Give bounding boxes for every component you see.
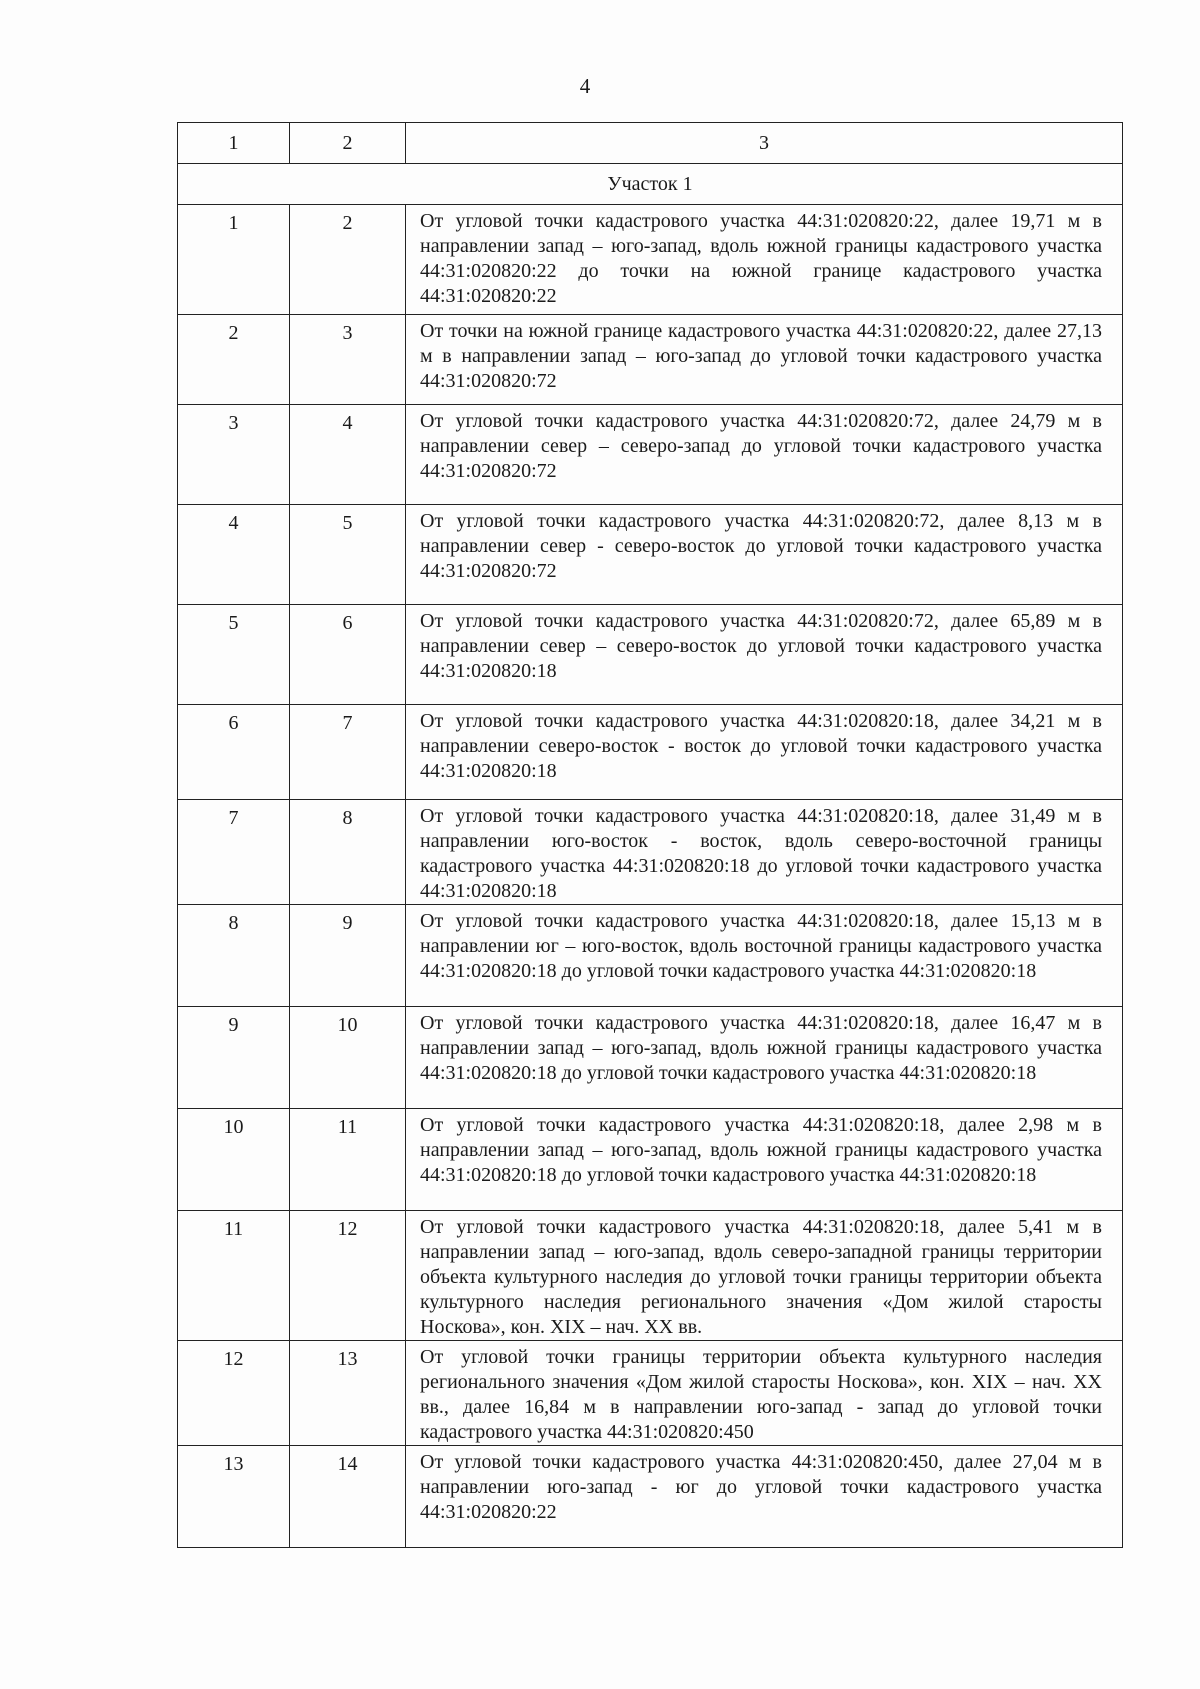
segment-description: От угловой точки кадастрового участка 44:31:020820:72, далее 8,13 м в направлении север - северо-восток до угловой точки кадастрового участка 44:31:020820:72 xyxy=(406,505,1123,605)
point-to: 4 xyxy=(290,405,406,505)
segment-description: От точки на южной границе кадастрового участка 44:31:020820:22, далее 27,13 м в направлении запад – юго-запад до угловой точки кадастрового участка 44:31:020820:72 xyxy=(406,315,1123,405)
table-row xyxy=(178,705,1123,800)
point-to: 14 xyxy=(290,1446,406,1548)
column-header-1: 1 xyxy=(178,123,290,164)
point-from: 9 xyxy=(178,1007,290,1109)
boundary-table xyxy=(177,122,1123,1548)
table-row xyxy=(178,800,1123,905)
point-from: 3 xyxy=(178,405,290,505)
point-from: 7 xyxy=(178,800,290,905)
table-header-row xyxy=(178,123,1123,164)
segment-description: От угловой точки кадастрового участка 44:31:020820:18, далее 31,49 м в направлении юго-восток - восток, вдоль северо-восточной границы кадастрового участка 44:31:020820:18 до угловой точки кадастрового участка 44:31:020820:18 xyxy=(406,800,1123,905)
table-row xyxy=(178,905,1123,1007)
segment-description: От угловой точки кадастрового участка 44:31:020820:22, далее 19,71 м в направлении запад – юго-запад, вдоль южной границы кадастрового участка 44:31:020820:22 до точки на южной границе кадастрового участка 44:31:020820:22 xyxy=(406,205,1123,315)
section-row xyxy=(178,164,1123,205)
point-from: 11 xyxy=(178,1211,290,1341)
segment-description: От угловой точки кадастрового участка 44:31:020820:18, далее 5,41 м в направлении запад – юго-запад, вдоль северо-западной границы территории объекта культурного наследия до угловой точки границы территории объекта культурного наследия регионального значения «Дом жилой старосты Носкова», кон. XIX – нач. XX вв. xyxy=(406,1211,1123,1341)
point-to: 12 xyxy=(290,1211,406,1341)
segment-description: От угловой точки кадастрового участка 44:31:020820:18, далее 16,47 м в направлении запад – юго-запад, вдоль южной границы кадастрового участка 44:31:020820:18 до угловой точки кадастрового участка 44:31:020820:18 xyxy=(406,1007,1123,1109)
segment-description: От угловой точки кадастрового участка 44:31:020820:72, далее 24,79 м в направлении север – северо-запад до угловой точки кадастрового участка 44:31:020820:72 xyxy=(406,405,1123,505)
table-row xyxy=(178,1109,1123,1211)
segment-description: От угловой точки кадастрового участка 44:31:020820:18, далее 15,13 м в направлении юг – юго-восток, вдоль восточной границы кадастрового участка 44:31:020820:18 до угловой точки кадастрового участка 44:31:020820:18 xyxy=(406,905,1123,1007)
table-row xyxy=(178,315,1123,405)
table-row xyxy=(178,1341,1123,1446)
segment-description: От угловой точки кадастрового участка 44:31:020820:72, далее 65,89 м в направлении север – северо-восток до угловой точки кадастрового участка 44:31:020820:18 xyxy=(406,605,1123,705)
point-from: 4 xyxy=(178,505,290,605)
table-row xyxy=(178,505,1123,605)
point-from: 13 xyxy=(178,1446,290,1548)
point-from: 12 xyxy=(178,1341,290,1446)
point-from: 5 xyxy=(178,605,290,705)
section-title: Участок 1 xyxy=(178,164,1123,205)
point-from: 2 xyxy=(178,315,290,405)
point-to: 5 xyxy=(290,505,406,605)
table-row xyxy=(178,1211,1123,1341)
table-row xyxy=(178,605,1123,705)
point-from: 1 xyxy=(178,205,290,315)
point-to: 11 xyxy=(290,1109,406,1211)
page-number: 4 xyxy=(579,74,591,98)
point-to: 13 xyxy=(290,1341,406,1446)
point-to: 7 xyxy=(290,705,406,800)
segment-description: От угловой точки кадастрового участка 44:31:020820:18, далее 2,98 м в направлении запад – юго-запад, вдоль южной границы кадастрового участка 44:31:020820:18 до угловой точки кадастрового участка 44:31:020820:18 xyxy=(406,1109,1123,1211)
column-header-2: 2 xyxy=(290,123,406,164)
point-to: 6 xyxy=(290,605,406,705)
point-to: 3 xyxy=(290,315,406,405)
point-to: 10 xyxy=(290,1007,406,1109)
point-to: 8 xyxy=(290,800,406,905)
point-to: 9 xyxy=(290,905,406,1007)
column-header-3: 3 xyxy=(406,123,1123,164)
table-row xyxy=(178,405,1123,505)
table-row xyxy=(178,1007,1123,1109)
point-from: 10 xyxy=(178,1109,290,1211)
segment-description: От угловой точки границы территории объекта культурного наследия регионального значения «Дом жилой старосты Носкова», кон. XIX – нач. XX вв., далее 16,84 м в направлении юго-запад - запад до угловой точки кадастрового участка 44:31:020820:450 xyxy=(406,1341,1123,1446)
point-to: 2 xyxy=(290,205,406,315)
point-from: 6 xyxy=(178,705,290,800)
table-row xyxy=(178,205,1123,315)
point-from: 8 xyxy=(178,905,290,1007)
segment-description: От угловой точки кадастрового участка 44:31:020820:450, далее 27,04 м в направлении юго-запад - юг до угловой точки кадастрового участка 44:31:020820:22 xyxy=(406,1446,1123,1548)
segment-description: От угловой точки кадастрового участка 44:31:020820:18, далее 34,21 м в направлении северо-восток - восток до угловой точки кадастрового участка 44:31:020820:18 xyxy=(406,705,1123,800)
table-row xyxy=(178,1446,1123,1548)
